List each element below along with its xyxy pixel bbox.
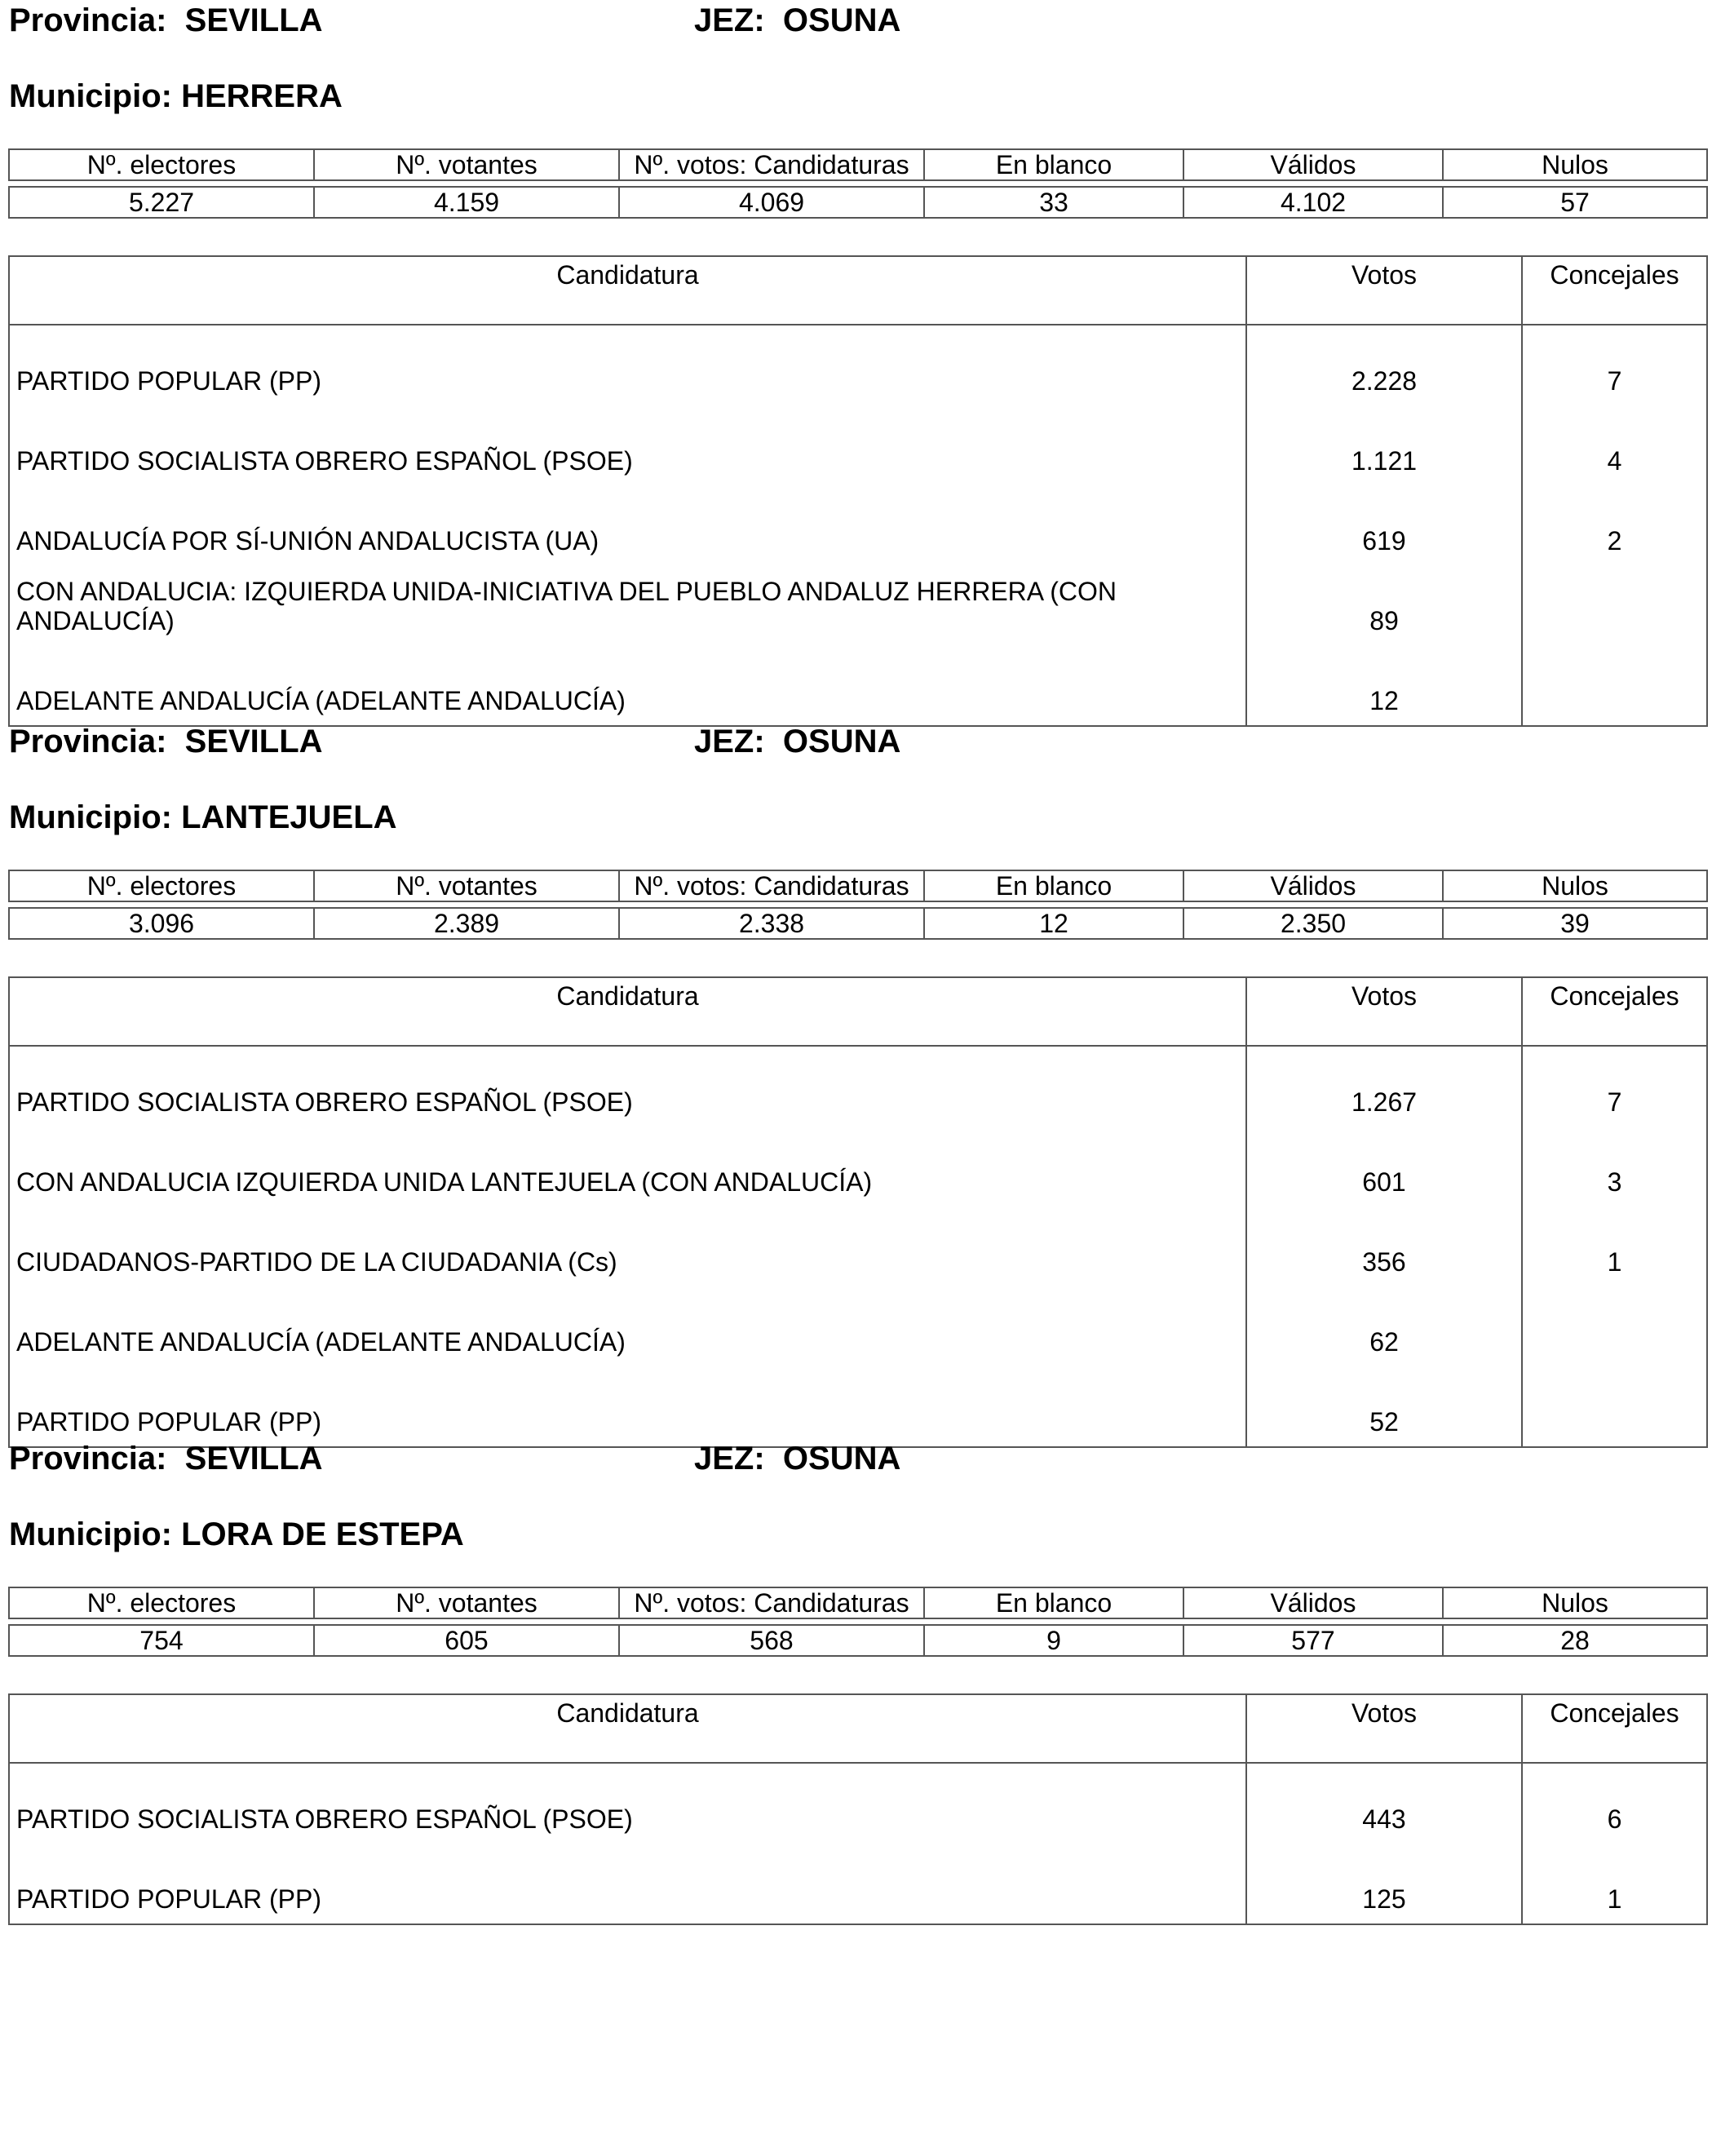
votos-header: Votos	[1246, 256, 1522, 325]
stats-value-cell: 39	[1443, 908, 1707, 939]
provincia-value: SEVILLA	[184, 724, 323, 759]
stats-value-cell: 2.338	[619, 908, 924, 939]
stats-divider	[9, 180, 1707, 187]
jez-value: OSUNA	[782, 1441, 901, 1476]
candidatura-header: Candidatura	[9, 256, 1246, 325]
stats-value-cell: 3.096	[9, 908, 314, 939]
candidate-concejales: 1	[1522, 1844, 1707, 1924]
candidate-row	[9, 1127, 1707, 1206]
stats-header-row	[9, 870, 1707, 901]
jez-heading	[694, 723, 900, 760]
stats-gap	[9, 1618, 1707, 1625]
candidate-row	[9, 565, 1707, 645]
candidate-name: ANDALUCÍA POR SÍ-UNIÓN ANDALUCISTA (UA)	[9, 485, 1246, 565]
candidate-name: ADELANTE ANDALUCÍA (ADELANTE ANDALUCÍA)	[9, 1286, 1246, 1366]
stats-value-cell: 12	[924, 908, 1183, 939]
stats-value-cell: 33	[924, 187, 1183, 218]
stats-value-cell: 28	[1443, 1625, 1707, 1656]
stats-header-cell: Nº. votos: Candidaturas	[619, 1587, 924, 1618]
concejales-header: Concejales	[1522, 256, 1707, 325]
municipality-block	[0, 1438, 1712, 2156]
stats-header-cell: Nº. votos: Candidaturas	[619, 149, 924, 180]
provincia-label: Provincia:	[9, 2, 167, 38]
stats-header-row	[9, 149, 1707, 180]
candidate-votos: 601	[1246, 1127, 1522, 1206]
jez-value: OSUNA	[782, 2, 901, 38]
candidate-row	[9, 485, 1707, 565]
provincia-label: Provincia:	[9, 1441, 167, 1476]
candidate-name: CON ANDALUCIA: IZQUIERDA UNIDA-INICIATIVA DEL PUEBLO ANDALUZ HERRERA (CON ANDALUCÍA)	[9, 565, 1246, 645]
candidate-row	[9, 1206, 1707, 1286]
municipio-heading	[9, 77, 343, 115]
municipality-block	[0, 0, 1712, 718]
stats-value-cell: 2.389	[314, 908, 619, 939]
provincia-heading	[9, 1440, 323, 1477]
stats-value-cell: 4.159	[314, 187, 619, 218]
candidate-votos: 2.228	[1246, 325, 1522, 405]
votos-header: Votos	[1246, 977, 1522, 1046]
candidate-row	[9, 325, 1707, 405]
provincia-label: Provincia:	[9, 724, 167, 759]
stats-gap	[9, 901, 1707, 908]
stats-header-cell: Válidos	[1183, 870, 1443, 901]
candidates-header-row	[9, 977, 1707, 1046]
candidate-row	[9, 1844, 1707, 1924]
stats-value-cell: 754	[9, 1625, 314, 1656]
votos-header: Votos	[1246, 1694, 1522, 1763]
stats-value-cell: 577	[1183, 1625, 1443, 1656]
candidate-votos: 12	[1246, 645, 1522, 726]
candidate-votos: 125	[1246, 1844, 1522, 1924]
stats-header-cell: Nulos	[1443, 870, 1707, 901]
candidate-concejales: 2	[1522, 485, 1707, 565]
municipio-heading	[9, 1516, 464, 1553]
stats-value-cell: 568	[619, 1625, 924, 1656]
jez-value: OSUNA	[782, 724, 901, 759]
stats-header-cell: Válidos	[1183, 149, 1443, 180]
candidate-name: PARTIDO POPULAR (PP)	[9, 1366, 1246, 1447]
candidate-concejales: 3	[1522, 1127, 1707, 1206]
candidate-row	[9, 1286, 1707, 1366]
provincia-heading	[9, 723, 323, 760]
stats-value-cell: 4.069	[619, 187, 924, 218]
municipio-label: Municipio:	[9, 799, 172, 835]
stats-header-cell: En blanco	[924, 870, 1183, 901]
stats-header-cell: En blanco	[924, 149, 1183, 180]
candidate-votos: 52	[1246, 1366, 1522, 1447]
candidate-name: CIUDADANOS-PARTIDO DE LA CIUDADANIA (Cs)	[9, 1206, 1246, 1286]
stats-gap	[9, 180, 1707, 187]
municipio-value: LANTEJUELA	[181, 799, 397, 835]
candidate-concejales	[1522, 645, 1707, 726]
stats-value-row	[9, 908, 1707, 939]
stats-header-cell: Nº. votantes	[314, 870, 619, 901]
stats-header-cell: Nº. electores	[9, 1587, 314, 1618]
stats-header-cell: Nulos	[1443, 1587, 1707, 1618]
candidate-row	[9, 1763, 1707, 1844]
candidate-votos: 1.121	[1246, 405, 1522, 485]
candidate-name: PARTIDO SOCIALISTA OBRERO ESPAÑOL (PSOE)	[9, 1763, 1246, 1844]
candidates-header-row	[9, 1694, 1707, 1763]
municipio-value: HERRERA	[181, 78, 343, 114]
candidate-name: ADELANTE ANDALUCÍA (ADELANTE ANDALUCÍA)	[9, 645, 1246, 726]
stats-value-cell: 4.102	[1183, 187, 1443, 218]
candidate-concejales	[1522, 565, 1707, 645]
stats-header-cell: Nº. electores	[9, 870, 314, 901]
candidate-row	[9, 405, 1707, 485]
stats-value-cell: 9	[924, 1625, 1183, 1656]
candidate-concejales: 7	[1522, 1046, 1707, 1127]
stats-header-cell: Nº. electores	[9, 149, 314, 180]
candidatura-header: Candidatura	[9, 977, 1246, 1046]
candidate-name: PARTIDO POPULAR (PP)	[9, 325, 1246, 405]
stats-header-cell: Nº. votantes	[314, 1587, 619, 1618]
candidate-row	[9, 1046, 1707, 1127]
candidates-table	[8, 1693, 1708, 1925]
municipio-label: Municipio:	[9, 78, 172, 114]
concejales-header: Concejales	[1522, 1694, 1707, 1763]
stats-divider	[9, 901, 1707, 908]
stats-header-cell: En blanco	[924, 1587, 1183, 1618]
candidate-concejales	[1522, 1286, 1707, 1366]
stats-table	[8, 1587, 1708, 1657]
provincia-value: SEVILLA	[184, 1441, 323, 1476]
stats-header-cell: Nº. votos: Candidaturas	[619, 870, 924, 901]
jez-label: JEZ:	[694, 1441, 765, 1476]
candidates-table	[8, 976, 1708, 1448]
jez-label: JEZ:	[694, 724, 765, 759]
stats-header-row	[9, 1587, 1707, 1618]
candidate-name: PARTIDO POPULAR (PP)	[9, 1844, 1246, 1924]
stats-value-row	[9, 1625, 1707, 1656]
stats-header-cell: Nº. votantes	[314, 149, 619, 180]
stats-value-cell: 605	[314, 1625, 619, 1656]
stats-table	[8, 148, 1708, 219]
candidate-votos: 619	[1246, 485, 1522, 565]
candidate-concejales: 1	[1522, 1206, 1707, 1286]
stats-value-cell: 57	[1443, 187, 1707, 218]
jez-heading	[694, 2, 900, 39]
concejales-header: Concejales	[1522, 977, 1707, 1046]
candidate-votos: 1.267	[1246, 1046, 1522, 1127]
candidates-header-row	[9, 256, 1707, 325]
stats-value-row	[9, 187, 1707, 218]
stats-value-cell: 5.227	[9, 187, 314, 218]
candidates-table	[8, 255, 1708, 727]
candidate-concejales: 7	[1522, 325, 1707, 405]
stats-header-cell: Nulos	[1443, 149, 1707, 180]
municipio-heading	[9, 799, 397, 836]
candidate-name: PARTIDO SOCIALISTA OBRERO ESPAÑOL (PSOE)	[9, 405, 1246, 485]
candidate-row	[9, 1366, 1707, 1447]
jez-heading	[694, 1440, 900, 1477]
jez-label: JEZ:	[694, 2, 765, 38]
stats-value-cell: 2.350	[1183, 908, 1443, 939]
candidate-concejales: 6	[1522, 1763, 1707, 1844]
provincia-heading	[9, 2, 323, 39]
candidate-votos: 62	[1246, 1286, 1522, 1366]
candidate-votos: 356	[1246, 1206, 1522, 1286]
candidate-name: CON ANDALUCIA IZQUIERDA UNIDA LANTEJUELA (CON ANDALUCÍA)	[9, 1127, 1246, 1206]
candidate-concejales: 4	[1522, 405, 1707, 485]
municipio-label: Municipio:	[9, 1516, 172, 1552]
candidate-concejales	[1522, 1366, 1707, 1447]
candidatura-header: Candidatura	[9, 1694, 1246, 1763]
candidate-votos: 89	[1246, 565, 1522, 645]
candidate-row	[9, 645, 1707, 726]
stats-table	[8, 870, 1708, 940]
candidate-name: PARTIDO SOCIALISTA OBRERO ESPAÑOL (PSOE)	[9, 1046, 1246, 1127]
provincia-value: SEVILLA	[184, 2, 323, 38]
municipio-value: LORA DE ESTEPA	[181, 1516, 464, 1552]
stats-header-cell: Válidos	[1183, 1587, 1443, 1618]
candidate-votos: 443	[1246, 1763, 1522, 1844]
stats-divider	[9, 1618, 1707, 1625]
municipality-block	[0, 721, 1712, 1439]
